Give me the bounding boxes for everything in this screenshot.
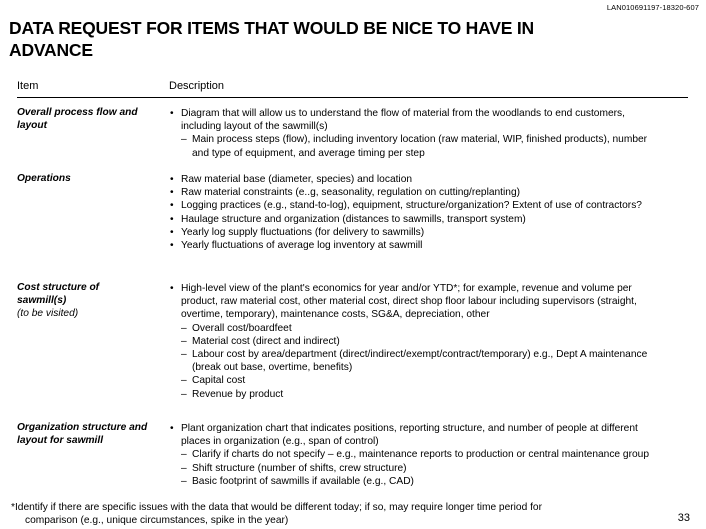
description-line: • Logging practices (e.g., stand-to-log), equipment, structure/organization? Extent of use of contractors? bbox=[168, 199, 690, 212]
description-line: • Yearly fluctuations of average log inventory at sawmill bbox=[168, 239, 690, 252]
description-line: – Revenue by product bbox=[168, 388, 690, 401]
row-label-subtext: (to be visited) bbox=[17, 307, 79, 319]
description-line: – Main process steps (flow), including inventory location (raw material, WIP, finished products), number bbox=[168, 133, 690, 146]
footnote-line: *Identify if there are specific issues with the data that would be different today; if so, may require longer time period for bbox=[11, 502, 542, 513]
header-rule bbox=[17, 97, 688, 98]
footnote bbox=[11, 501, 542, 527]
header-description: Description bbox=[169, 80, 225, 92]
document-id: LAN010691197-18320-607 bbox=[606, 3, 699, 12]
row-label-text: Overall process flow and layout bbox=[17, 107, 138, 131]
description-line: • Haulage structure and organization (distances to sawmills, transport system) bbox=[168, 213, 690, 226]
row-description-cost-structure bbox=[168, 282, 690, 401]
page-number: 33 bbox=[677, 512, 690, 524]
description-line: including layout of the sawmill(s) bbox=[181, 121, 328, 133]
description-line: • High-level view of the plant's economics for year and/or YTD*; for example, revenue and volume per bbox=[168, 282, 690, 295]
description-line: – Capital cost bbox=[168, 374, 690, 387]
description-line: • Plant organization chart that indicates positions, reporting structure, and number of people at different bbox=[168, 422, 690, 435]
description-line: • Raw material base (diameter, species) and location bbox=[168, 173, 690, 186]
row-label-process-flow bbox=[17, 107, 157, 133]
row-label-operations bbox=[17, 173, 157, 186]
row-label-text: Operations bbox=[17, 173, 71, 184]
description-line: – Clarify if charts do not specify – e.g., maintenance reports to production or central maintenance group bbox=[168, 448, 690, 461]
description-line: • Diagram that will allow us to understand the flow of material from the woodlands to end customers, bbox=[168, 107, 690, 120]
description-line: – Shift structure (number of shifts, crew structure) bbox=[168, 462, 690, 475]
description-line: • Yearly log supply fluctuations (for delivery to sawmills) bbox=[168, 226, 690, 239]
description-line: product, raw material cost, other material cost, direct shop floor labour including supervisors (straight, bbox=[181, 296, 637, 308]
description-line: overtime, temporary), maintenance costs, SG&A, depreciation, other bbox=[181, 309, 490, 321]
description-line: – Material cost (direct and indirect) bbox=[168, 335, 690, 348]
row-label-text: Organization structure and layout for sawmill bbox=[17, 422, 148, 446]
page-title: DATA REQUEST FOR ITEMS THAT WOULD BE NICE TO HAVE IN ADVANCE bbox=[9, 18, 534, 60]
row-label-text: Cost structure of sawmill(s) bbox=[17, 282, 100, 306]
description-line: • Raw material constraints (e..g, seasonality, regulation on cutting/replanting) bbox=[168, 186, 690, 199]
row-description-organization bbox=[168, 422, 690, 488]
description-line: – Labour cost by area/department (direct/indirect/exempt/contract/temporary) e.g., Dept A maintenance bbox=[168, 348, 690, 361]
description-line: and type of equipment, and average timing per step bbox=[192, 147, 425, 159]
description-line: – Basic footprint of sawmills if available (e.g., CAD) bbox=[168, 475, 690, 488]
row-description-process-flow bbox=[168, 107, 690, 160]
description-line: – Overall cost/boardfeet bbox=[168, 322, 690, 335]
description-line: places in organization (e.g., span of control) bbox=[181, 436, 379, 448]
header-item: Item bbox=[17, 80, 39, 92]
row-label-organization bbox=[17, 422, 157, 448]
row-label-cost-structure bbox=[17, 282, 117, 320]
description-line: (break out base, overtime, benefits) bbox=[192, 362, 353, 374]
row-description-operations bbox=[168, 173, 690, 252]
footnote-line: comparison (e.g., unique circumstances, spike in the year) bbox=[25, 515, 289, 526]
